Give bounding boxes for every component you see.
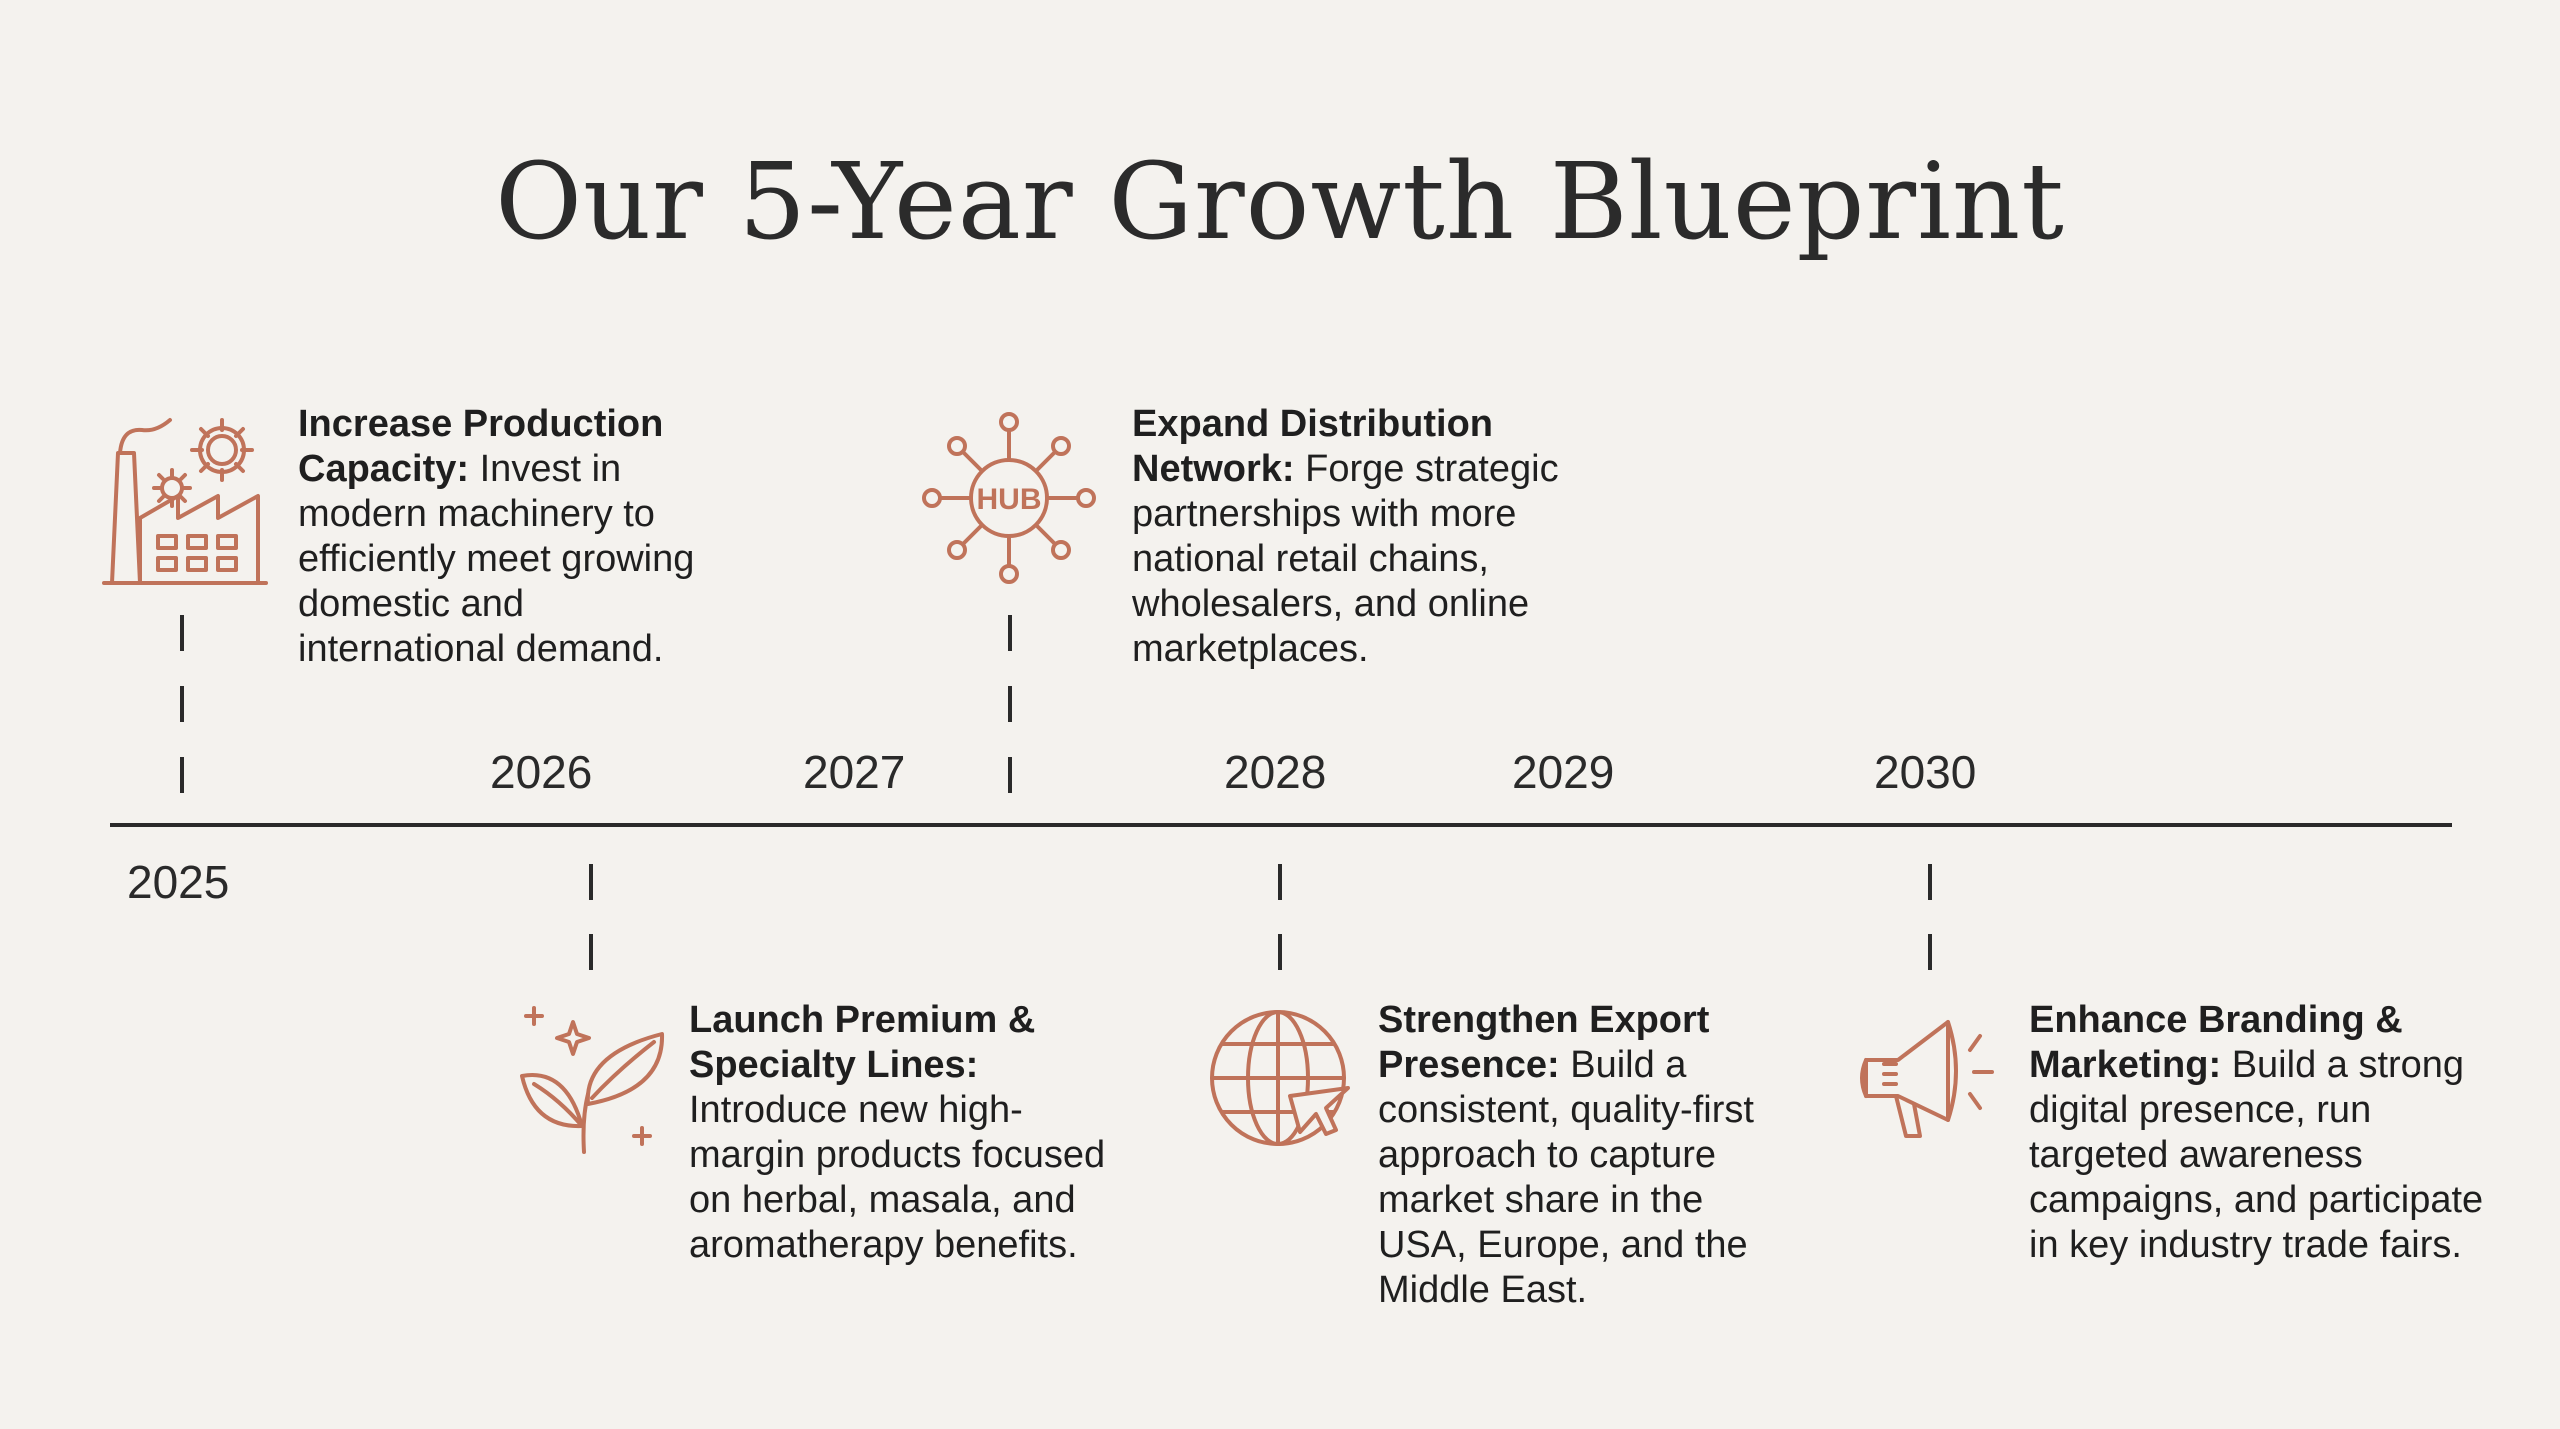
milestone-description: Forge strategic partnerships with more national retail chains, wholesalers, and online marketplaces. <box>1132 448 1559 670</box>
year-label-2029: 2029 <box>1512 746 1615 798</box>
connector-dash <box>180 757 184 793</box>
connector-dash <box>1278 864 1282 900</box>
connector-dash <box>180 686 184 722</box>
connector-dash <box>180 615 184 651</box>
year-label-2030: 2030 <box>1874 746 1977 798</box>
timeline-axis <box>110 823 2452 827</box>
milestone-heading: Strengthen Export Presence: <box>1378 999 1710 1086</box>
connector-dash <box>1008 615 1012 651</box>
globe-arrow-icon <box>1208 1004 1352 1156</box>
megaphone-icon <box>1856 1008 2002 1144</box>
page-title: Our 5-Year Growth Blueprint <box>495 140 2065 263</box>
milestone-branding <box>2029 998 2499 1268</box>
milestone-heading: Expand Distribution Network: <box>1132 403 1493 490</box>
hub-network-icon <box>918 408 1100 588</box>
factory-gear-icon <box>100 408 270 590</box>
year-label-2026: 2026 <box>490 746 593 798</box>
connector-dash <box>1928 934 1932 970</box>
connector-dash <box>589 864 593 900</box>
leaf-sparkle-icon <box>514 998 666 1158</box>
milestone-production <box>298 402 738 672</box>
milestone-heading: Increase Production Capacity: <box>298 403 664 490</box>
milestone-description: Introduce new high-margin products focused on herbal, masala, and aromatherapy benefits. <box>689 1089 1106 1266</box>
connector-dash <box>1008 686 1012 722</box>
milestone-description: Invest in modern machinery to efficiently meet growing domestic and international demand. <box>298 448 695 670</box>
milestone-heading: Enhance Branding & Marketing: <box>2029 999 2403 1086</box>
connector-dash <box>1928 864 1932 900</box>
year-label-2025: 2025 <box>127 856 230 908</box>
milestone-premium-lines <box>689 998 1129 1268</box>
milestone-export <box>1378 998 1798 1313</box>
milestone-distribution <box>1132 402 1572 672</box>
connector-dash <box>589 934 593 970</box>
connector-dash <box>1008 757 1012 793</box>
milestone-description: Build a consistent, quality-first approach to capture market share in the USA, Europe, and the Middle East. <box>1378 1044 1754 1311</box>
milestone-description: Build a strong digital presence, run targeted awareness campaigns, and participate in key industry trade fairs. <box>2029 1044 2484 1266</box>
year-label-2027: 2027 <box>803 746 906 798</box>
milestone-heading: Launch Premium & Specialty Lines: <box>689 999 1036 1086</box>
year-label-2028: 2028 <box>1224 746 1327 798</box>
connector-dash <box>1278 934 1282 970</box>
hub-label: HUB <box>976 483 1042 516</box>
